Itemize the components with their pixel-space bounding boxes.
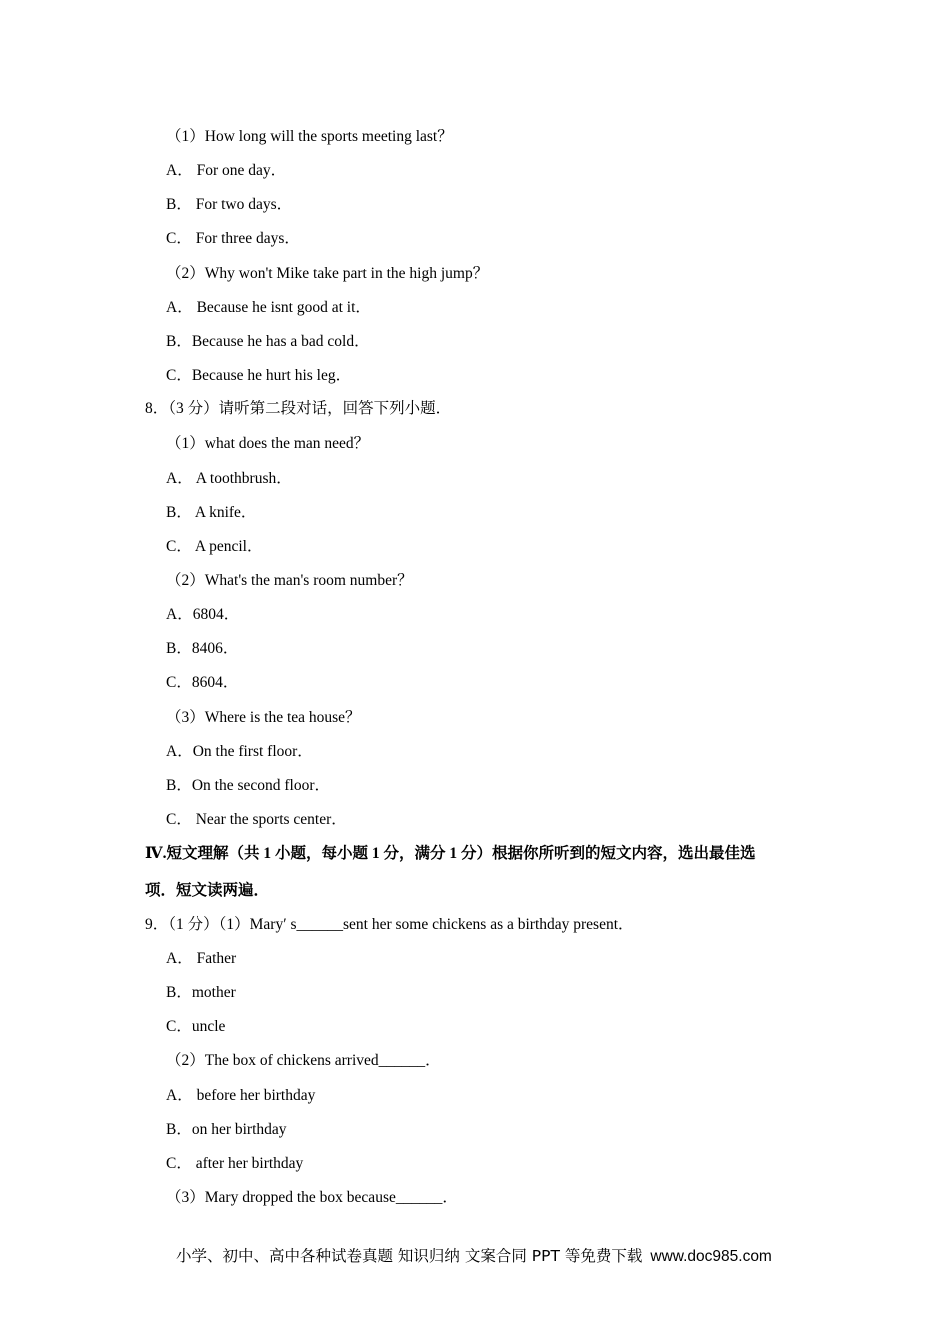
page-footer: [176, 1244, 772, 1266]
option-b: B． A knife．: [166, 504, 257, 521]
option-b: B． For two days．: [166, 196, 293, 213]
question-8-sub-1: （1）what does the man need？: [166, 435, 370, 452]
question-8-heading: 8．（3 分）请听第二段对话，回答下列小题．: [145, 400, 452, 417]
option-b: B．8406．: [166, 640, 239, 657]
option-b: B．Because he has a bad cold．: [166, 333, 370, 350]
option-b: B．on her birthday: [166, 1121, 287, 1138]
section-iv-heading: Ⅳ.短文理解（共 1 小题，每小题 1 分，满分 1 分）根据你所听到的短文内容，选出最佳选: [145, 845, 756, 862]
option-c: C． after her birthday: [166, 1155, 304, 1172]
option-a: A．On the first floor．: [166, 743, 313, 760]
question-9-sub-2: （2）The box of chickens arrived______．: [166, 1052, 441, 1069]
option-a: A． before her birthday: [166, 1087, 316, 1104]
footer-text: 小学、初中、高中各种试卷真题 知识归纳 文案合同 PPT 等免费下载: [176, 1247, 643, 1265]
option-c: C．8604．: [166, 674, 239, 691]
option-b: B．mother: [166, 984, 236, 1001]
question-8-sub-2: （2）What's the man's room number？: [166, 572, 413, 589]
option-c: C． Near the sports center．: [166, 811, 347, 828]
option-b: B．On the second floor．: [166, 777, 331, 794]
option-a: A． A toothbrush．: [166, 470, 292, 487]
question-9-sub-3: （3）Mary dropped the box because______．: [166, 1189, 458, 1206]
question-8-sub-3: （3）Where is the tea house？: [166, 709, 361, 726]
section-iv-heading-cont: 项．短文读两遍．: [145, 882, 270, 899]
question-7-sub-2: （2）Why won't Mike take part in the high jump？: [166, 265, 489, 282]
question-7-sub-1: （1）How long will the sports meeting last？: [166, 128, 453, 145]
option-c: C． A pencil．: [166, 538, 263, 555]
option-a: A．6804．: [166, 606, 240, 623]
option-a: A． Because he isnt good at it．: [166, 299, 371, 316]
footer-url[interactable]: www.doc985.com: [650, 1248, 772, 1265]
option-c: C．Because he hurt his leg．: [166, 367, 352, 384]
option-a: A． Father: [166, 950, 237, 967]
option-c: C． For three days．: [166, 230, 300, 247]
question-9-heading: 9．（1 分）（1）Mary′ s______sent her some chickens as a birthday present．: [145, 916, 634, 933]
option-c: C．uncle: [166, 1018, 226, 1035]
option-a: A． For one day．: [166, 162, 287, 179]
